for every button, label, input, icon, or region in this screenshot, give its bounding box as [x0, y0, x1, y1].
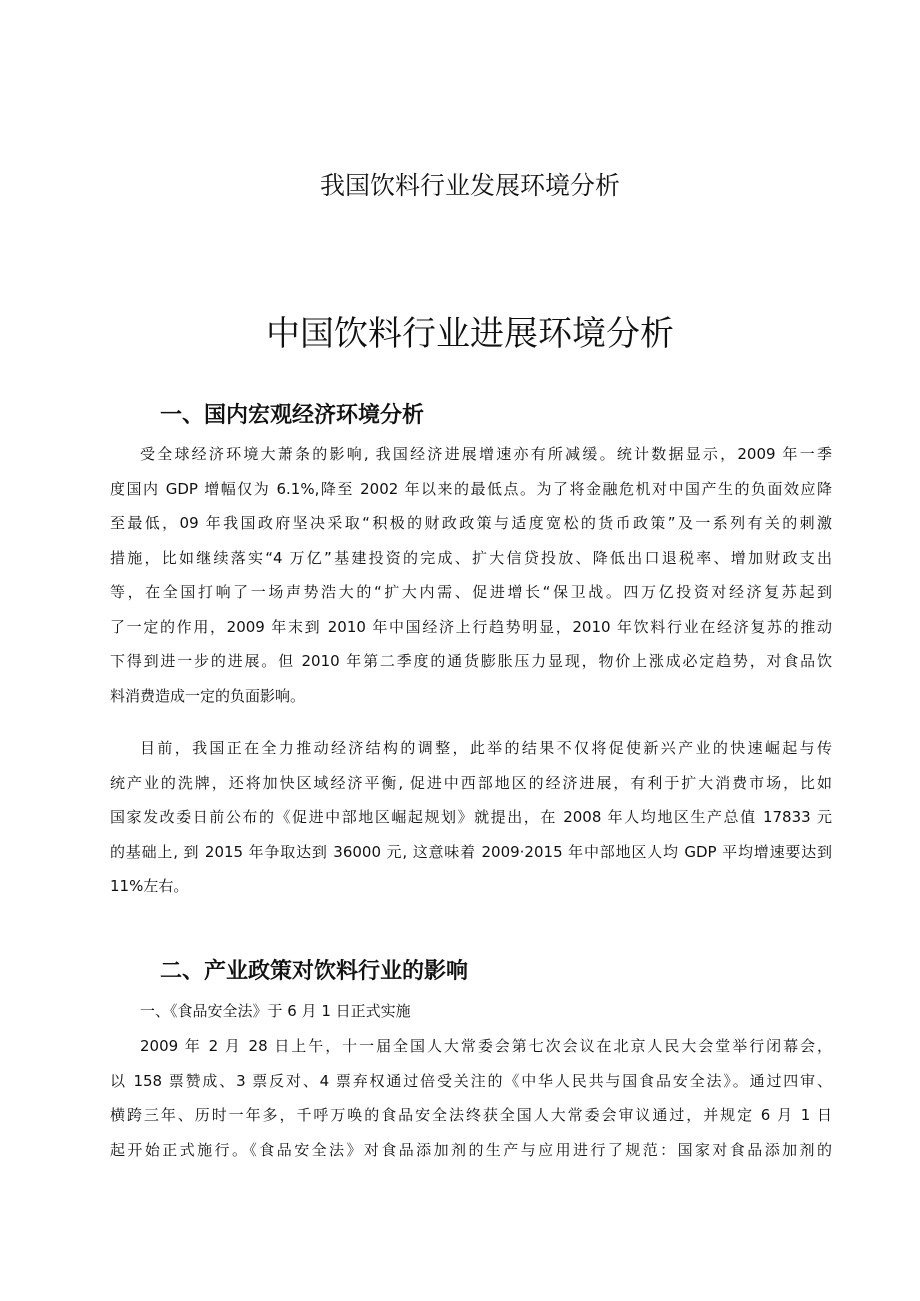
paragraph-line: 等，在全国打响了一场声势浩大的“扩大内需、促进增长“保卫战。四万亿投资对经济复苏起到 [110, 583, 832, 601]
subheading-text: 一、《食品安全法》于 6 月 1 日正式实施 [140, 1002, 411, 1020]
document-title: 我国饮料行业发展环境分析 [319, 171, 620, 200]
paragraph-line: 2009 年 2 月 28 日上午，十一届全国人大常委会第七次会议在北京人民大会堂举行闭幕会， [140, 1037, 832, 1055]
paragraph-line: 措施，比如继续落实“4 万亿”基建投资的完成、扩大信贷投放、降低出口退税率、增加财政支出 [110, 548, 832, 567]
paragraph-line: 11%左右。 [110, 877, 189, 895]
paragraph-line: 受全球经济环境大萧条的影响, 我国经济进展增速亦有所减缓。统计数据显示，2009 年一季 [140, 445, 832, 463]
paragraph-line: 了一定的作用，2009 年末到 2010 年中国经济上行趋势明显，2010 年饮料行业在经济复苏的推动 [110, 617, 832, 636]
paragraph-food-safety-law [110, 1029, 832, 1167]
paragraph-line: 至最低，09 年我国政府坚决采取“积极的财政政策与适度宽松的货币政策”及一系列有关的刺激 [110, 514, 832, 532]
subheading-food-safety-law [110, 994, 832, 1029]
paragraph-line: 起开始正式施行。《食品安全法》对食品添加剂的生产与应用进行了规范：国家对食品添加剂的 [110, 1140, 832, 1159]
paragraph-line: 目前，我国正在全力推动经济结构的调整，此举的结果不仅将促使新兴产业的快速崛起与传 [140, 739, 832, 757]
main-title: 中国饮料行业进展环境分析 [266, 314, 674, 354]
paragraph-line: 料消费造成一定的负面影响。 [110, 686, 306, 705]
paragraph-line: 度国内 GDP 增幅仅为 6.1%,降至 2002 年以来的最低点。为了将金融危机对中国产生的负面效应降 [110, 479, 832, 498]
section-heading-macro-economy: 一、国内宏观经济环境分析 [160, 403, 425, 428]
paragraph-line: 国家发改委日前公布的《促进中部地区崛起规划》就提出，在 2008 年人均地区生产总值 17833 元 [110, 808, 832, 826]
paragraph-line: 横跨三年、历时一年多，千呼万唤的食品安全法终获全国人大常委会审议通过，并规定 6 月 1 日 [110, 1106, 832, 1124]
paragraph-line: 的基础上, 到 2015 年争取达到 36000 元, 这意味着 2009·2015 年中部地区人均 GDP 平均增速要达到 [110, 842, 832, 861]
paragraph-line: 下得到进一步的进展。但 2010 年第二季度的通货膨胀压力显现，物价上涨成必定趋势，对食品饮 [110, 652, 832, 670]
paragraph-line: 统产业的洗牌，还将加快区域经济平衡, 促进中西部地区的经济进展，有利于扩大消费市场，比如 [110, 773, 832, 792]
paragraph-structural-adjustment [110, 731, 832, 904]
section-heading-industry-policy: 二、产业政策对饮料行业的影响 [160, 959, 469, 984]
paragraph-macro-economy [110, 437, 832, 713]
paragraph-line: 以 158 票赞成、3 票反对、4 票弃权通过倍受关注的《中华人民共与国食品安全法》。通过四审、 [110, 1071, 832, 1090]
